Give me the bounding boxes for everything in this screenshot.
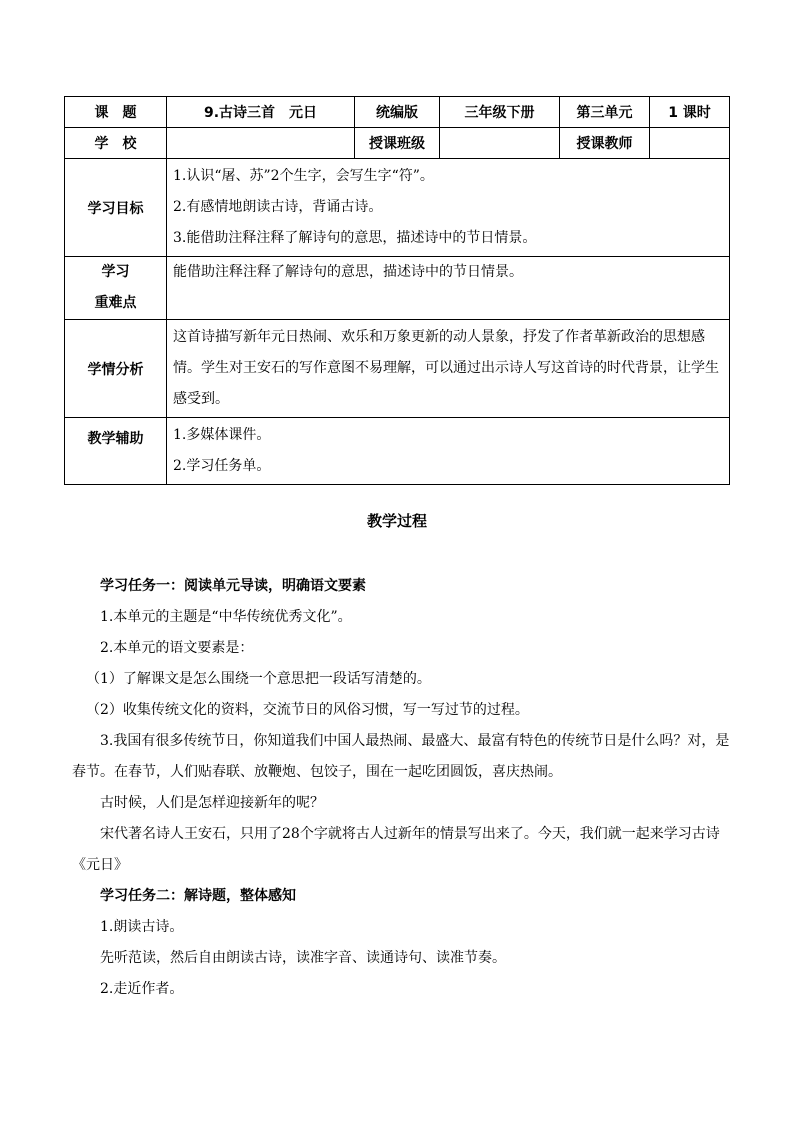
goal-item: 1.认识“屠、苏”2个生字，会写生字“符”。 [173, 168, 434, 184]
task-heading: 学习任务一：阅读单元导读，明确语文要素 [100, 578, 366, 594]
paragraph: 先听范读，然后自由朗读古诗，读准字音、读通诗句、读准节奏。 [100, 950, 506, 966]
paragraph: 2.本单元的语文要素是： [100, 640, 254, 656]
goals-label: 学习目标 [65, 159, 167, 257]
edition: 统编版 [355, 97, 440, 128]
keypoints-content [167, 257, 730, 320]
school-label: 学 校 [65, 128, 167, 159]
teacher-label: 授课教师 [560, 128, 650, 159]
paragraph: 3.我国有很多传统节日，你知道我们中国人最热闹、最盛大、最富有特色的传统节日是什么吗？对，是春节。在春节，人们贴春联、放鞭炮、包饺子，围在一起吃团圆饭，喜庆热闹。 [72, 733, 730, 780]
aids-content [167, 418, 730, 485]
aid-item: 2.学习任务单。 [173, 458, 271, 474]
lesson-title: 9.古诗三首 元日 [167, 97, 355, 128]
analysis-text: 这首诗描写新年元日热闹、欢乐和万象更新的动人景象，抒发了作者革新政治的思想感情。学生对王安石的写作意图不易理解，可以通过出示诗人写这首诗的时代背景，让学生感受到。 [167, 320, 730, 418]
paragraph: 2.走近作者。 [100, 981, 184, 997]
goal-item: 3.能借助注释注释了解诗句的意思，描述诗中的节日情景。 [173, 230, 537, 246]
paragraph: 1.本单元的主题是“中华传统优秀文化”。 [100, 609, 352, 625]
process-body [72, 571, 730, 1005]
lesson-title-row [65, 97, 730, 128]
aid-item: 1.多媒体课件。 [173, 427, 271, 443]
school-row [65, 128, 730, 159]
goals-row [65, 159, 730, 257]
lesson-info-table [64, 96, 730, 485]
keypoints-text: 能借助注释注释了解诗句的意思，描述诗中的节日情景。 [173, 264, 523, 280]
aids-label: 教学辅助 [65, 418, 167, 485]
goal-item: 2.有感情地朗读古诗，背诵古诗。 [173, 199, 383, 215]
analysis-label: 学情分析 [65, 320, 167, 418]
analysis-row [65, 320, 730, 418]
school-value [167, 128, 355, 159]
paragraph: （1）了解课文是怎么围绕一个意思把一段话写清楚的。 [86, 671, 431, 687]
goals-content [167, 159, 730, 257]
keypoints-label-line2: 重难点 [94, 295, 137, 311]
class-label: 授课班级 [355, 128, 440, 159]
topic-label: 课 题 [65, 97, 167, 128]
paragraph: 宋代著名诗人王安石，只用了28个字就将古人过新年的情景写出来了。今天，我们就一起来学习古诗《元日》 [72, 826, 720, 873]
paragraph: 1.朗读古诗。 [100, 919, 184, 935]
unit: 第三单元 [560, 97, 650, 128]
aids-row [65, 418, 730, 485]
keypoints-label-line1: 学习 [101, 264, 130, 280]
keypoints-label [65, 257, 167, 320]
teacher-value [650, 128, 730, 159]
process-heading: 教学过程 [366, 512, 427, 530]
grade: 三年级下册 [440, 97, 560, 128]
paragraph: 古时候，人们是怎样迎接新年的呢？ [100, 795, 324, 811]
paragraph: （2）收集传统文化的资料，交流节日的风俗习惯，写一写过节的过程。 [86, 702, 529, 718]
class-hours: 1 课时 [650, 97, 730, 128]
task-heading: 学习任务二：解诗题，整体感知 [100, 888, 296, 904]
keypoints-row [65, 257, 730, 320]
class-value [440, 128, 560, 159]
